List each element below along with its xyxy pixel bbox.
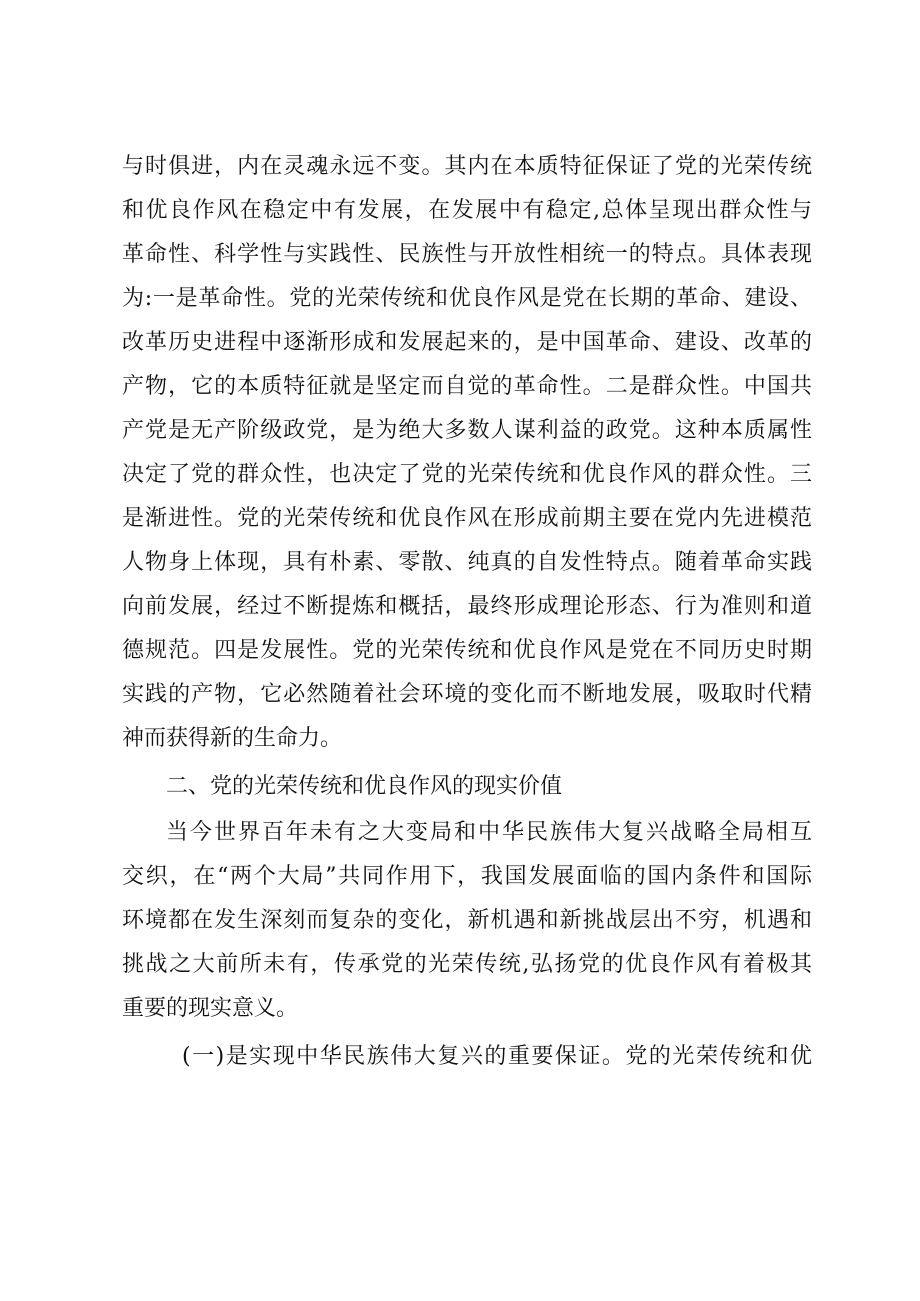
text-line: 交织，在“两个大局”共同作用下，我国发展面临的国内条件和国际: [122, 864, 812, 889]
section-heading: 二、党的光荣传统和优良作风的现实价值: [166, 774, 563, 799]
text-line: 革命性、科学性与实践性、民族性与开放性相统一的特点。具体表现: [122, 242, 812, 267]
text-line: 当今世界百年未有之大变局和中华民族伟大复兴战略全局相互: [166, 820, 812, 845]
text-line: (一)是实现中华民族伟大复兴的重要保证。党的光荣传统和优: [182, 1044, 812, 1069]
text-line: 和优良作风在稳定中有发展，在发展中有稳定,总体呈现出群众性与: [122, 198, 812, 223]
text-line: 决定了党的群众性，也决定了党的光荣传统和优良作风的群众性。三: [122, 462, 812, 487]
text-line: 人物身上体现，具有朴素、零散、纯真的自发性特点。随着革命实践: [122, 550, 812, 575]
text-line: 改革历史进程中逐渐形成和发展起来的，是中国革命、建设、改革的: [122, 330, 812, 355]
text-line: 产党是无产阶级政党，是为绝大多数人谋利益的政党。这种本质属性: [122, 418, 812, 443]
text-line: 德规范。四是发展性。党的光荣传统和优良作风是党在不同历史时期: [122, 638, 812, 663]
text-line: 环境都在发生深刻而复杂的变化，新机遇和新挑战层出不穷，机遇和: [122, 908, 812, 933]
text-line: 为:一是革命性。党的光荣传统和优良作风是党在长期的革命、建设、: [122, 286, 812, 311]
text-line: 挑战之大前所未有，传承党的光荣传统,弘扬党的优良作风有着极其: [122, 952, 812, 977]
text-line: 实践的产物，它必然随着社会环境的变化而不断地发展，吸取时代精: [122, 682, 812, 707]
text-line: 是渐进性。党的光荣传统和优良作风在形成前期主要在党内先进模范: [122, 506, 812, 531]
text-line: 神而获得新的生命力。: [122, 726, 343, 751]
text-line: 重要的现实意义。: [122, 996, 299, 1021]
text-line: 与时俱进，内在灵魂永远不变。其内在本质特征保证了党的光荣传统: [122, 154, 812, 179]
text-line: 产物，它的本质特征就是坚定而自觉的革命性。二是群众性。中国共: [122, 374, 812, 399]
text-line: 向前发展，经过不断提炼和概括，最终形成理论形态、行为准则和道: [122, 594, 812, 619]
